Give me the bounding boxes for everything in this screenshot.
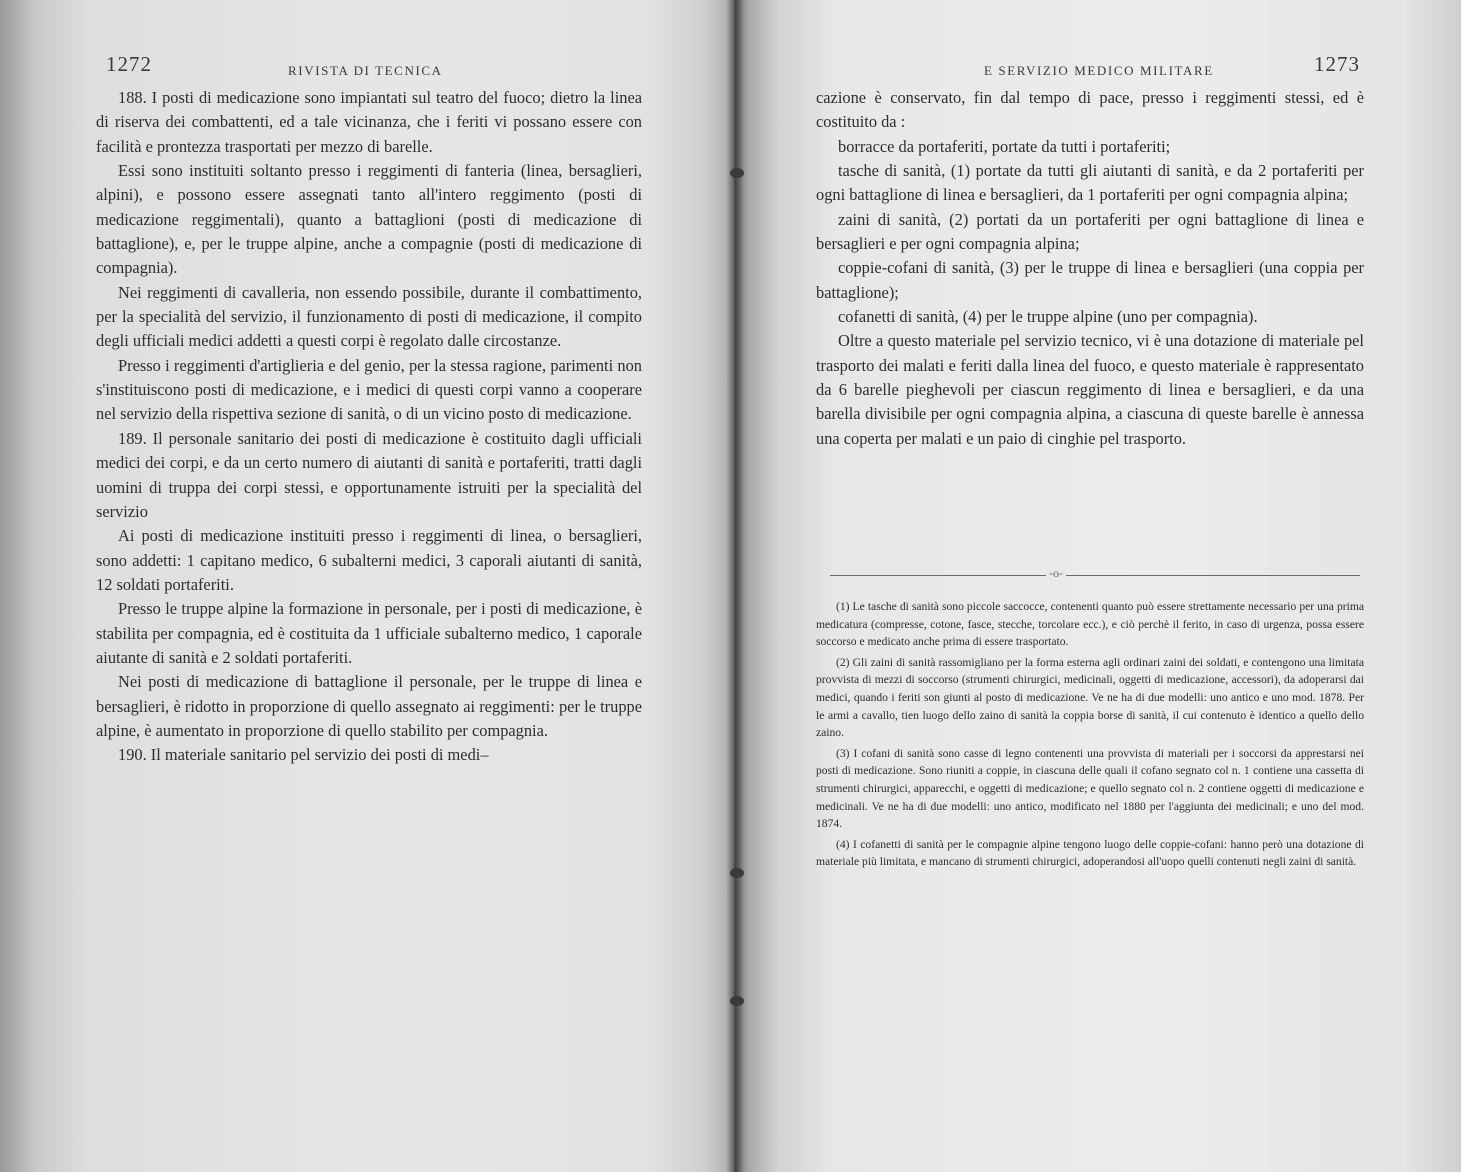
- footnote-separator: -o-: [1046, 566, 1066, 581]
- list-item: tasche di sanità, (1) portate da tutti gli aiutanti di sanità, e da 2 portaferiti per ogni battaglione di linea e bersaglieri, da 1 portaferiti per ogni compagnia alpina;: [816, 161, 1364, 205]
- body-text: [816, 86, 1364, 451]
- paragraph: cazione è conservato, fin dal tempo di pace, presso i reggimenti stessi, ed è costituito da :: [816, 88, 1364, 132]
- list-item: zaini di sanità, (2) portati da un portaferiti per ogni battaglione di linea e bersaglieri e per ogni compagnia alpina;: [816, 209, 1364, 254]
- footnote: (3) I cofani di sanità sono casse di legno contenenti una provvista di materiali per i soccorsi da apprestarsi nei posti di medicazione. Sono riuniti a coppie, in ciascuna delle quali il cofano segnato col n. 1 contiene una cassetta di strumenti chirurgici, apparecchi, e oggetti di medicazione; e quello segnato col n. 2 contiene oggetti di medicazione e medicinali. Ve ne ha di due modelli: uno antico, modificato nel 1880 per l'aggiunta dei medicinali; e uno del mod. 1874.: [816, 746, 1364, 831]
- paragraph: 189. Il personale sanitario dei posti di medicazione è costituito dagli ufficiali medici dei corpi, e da un certo numero di aiutanti di sanità e portaferiti, tratti dagli uomini di truppa dei corpi stessi, e opportunamente istruiti per la specialità del servizio: [96, 428, 642, 521]
- list-item: borracce da portaferiti, portate da tutti i portaferiti;: [838, 136, 1171, 156]
- footnote-rule: [830, 575, 1360, 576]
- paragraph: 188. I posti di medicazione sono impiantati sul teatro del fuoco; dietro la linea di riserva dei combattenti, ed a tale vicinanza, che i feriti vi possano essere con facilità e prontezza trasportati per mezzo di barelle.: [96, 88, 642, 156]
- paragraph: Essi sono instituiti soltanto presso i reggimenti di fanteria (linea, bersaglieri, alpini), e possono essere assegnati tanto all'intero reggimento (posti di medicazione reggimentali), quanto a battaglioni (posti di medicazione di battaglione), e, per le truppe alpine, anche a compagnie (posti di medicazione di compagnia).: [96, 161, 642, 278]
- list-item: coppie-cofani di sanità, (3) per le truppe di linea e bersaglieri (una coppia per battaglione);: [816, 258, 1364, 302]
- footnote: (1) Le tasche di sanità sono piccole saccocce, contenenti quanto può essere strettamente necessario per una prima medicatura (compresse, cotone, fasce, stecche, torcolare ecc.), e ciò perchè il ferito, in caso di urgenza, possa essere soccorso e medicato anche prima di essere trasportato.: [816, 600, 1364, 649]
- list-item: cofanetti di sanità, (4) per le truppe alpine (uno per compagnia).: [838, 307, 1258, 327]
- paragraph: Presso i reggimenti d'artiglieria e del genio, per la stessa ragione, parimenti non s'instituiscono posti di medicazione, e i medici di questi corpi vanno a cooperare nel servizio della rispettiva sezione di sanità, o di un vicino posto di medicazione.: [96, 355, 642, 424]
- footnote: (2) Gli zaini di sanità rassomigliano per la forma esterna agli ordinari zaini dei soldati, e contengono una limitata provvista di mezzi di soccorso (strumenti chirurgici, medicinali, oggetti di medicazione, accessori), da adoperarsi dai medici, quando i feriti son giunti al posto di medicazione. Ve ne ha di due modelli: uno antico e uno mod. 1878. Per le armi a cavallo, tien luogo dello zaino di sanità la coppia borse di sanità, il cui contenuto è identico a quello dello zaino.: [816, 655, 1364, 740]
- binding-mark: [730, 996, 744, 1006]
- binding-mark: [730, 868, 744, 878]
- running-head: E SERVIZIO MEDICO MILITARE: [984, 63, 1214, 78]
- footnotes: [816, 598, 1364, 874]
- paragraph: Presso le truppe alpine la formazione in personale, per i posti di medicazione, è stabilita per compagnia, ed è costituita da 1 ufficiale subalterno medico, 1 caporale aiutante di sanità e 2 soldati portaferiti.: [96, 599, 642, 667]
- paragraph: Nei posti di medicazione di battaglione il personale, per le truppe di linea e bersaglieri, è ridotto in proporzione di quello assegnato ai reggimenti: per le truppe alpine, è aumentato in proporzione di quello stabilito per compagnia.: [96, 672, 642, 740]
- page-number: 1272: [106, 52, 152, 76]
- running-head: RIVISTA DI TECNICA: [288, 63, 443, 78]
- paragraph: 190. Il materiale sanitario pel servizio dei posti di medi–: [118, 745, 489, 765]
- page-number: 1273: [1314, 52, 1360, 76]
- paragraph: Ai posti di medicazione instituiti presso i reggimenti di linea, o bersaglieri, sono addetti: 1 capitano medico, 6 subalterni medici, 3 caporali aiutanti di sanità, 12 soldati portaferiti.: [96, 526, 642, 594]
- body-text: [96, 86, 642, 768]
- paragraph: Nei reggimenti di cavalleria, non essendo possibile, durante il combattimento, per la specialità del servizio, il funzionamento di posti di medicazione, il compito degli ufficiali medici addetti a questi corpi è regolato dalle circostanze.: [96, 282, 642, 351]
- binding-mark: [730, 168, 744, 178]
- right-page: [734, 0, 1461, 1172]
- paragraph: Oltre a questo materiale pel servizio tecnico, vi è una dotazione di materiale pel trasporto dei malati e feriti dalla linea del fuoco, e questo materiale è rappresentato da 6 barelle pieghevoli per ciascun reggimento di linea e bersaglieri, e da una barella divisibile per ogni compagnia alpina, a ciascuna di queste barelle è annessa una coperta per malati e un paio di cinghie pel trasporto.: [816, 331, 1364, 448]
- footnote: (4) I cofanetti di sanità per le compagnie alpine tengono luogo delle coppie-cofani: hanno però una dotazione di materiale più limitata, e mancano di strumenti chirurgici, adoperandosi all'uopo quelli contenuti negli zaini di sanità.: [816, 837, 1364, 869]
